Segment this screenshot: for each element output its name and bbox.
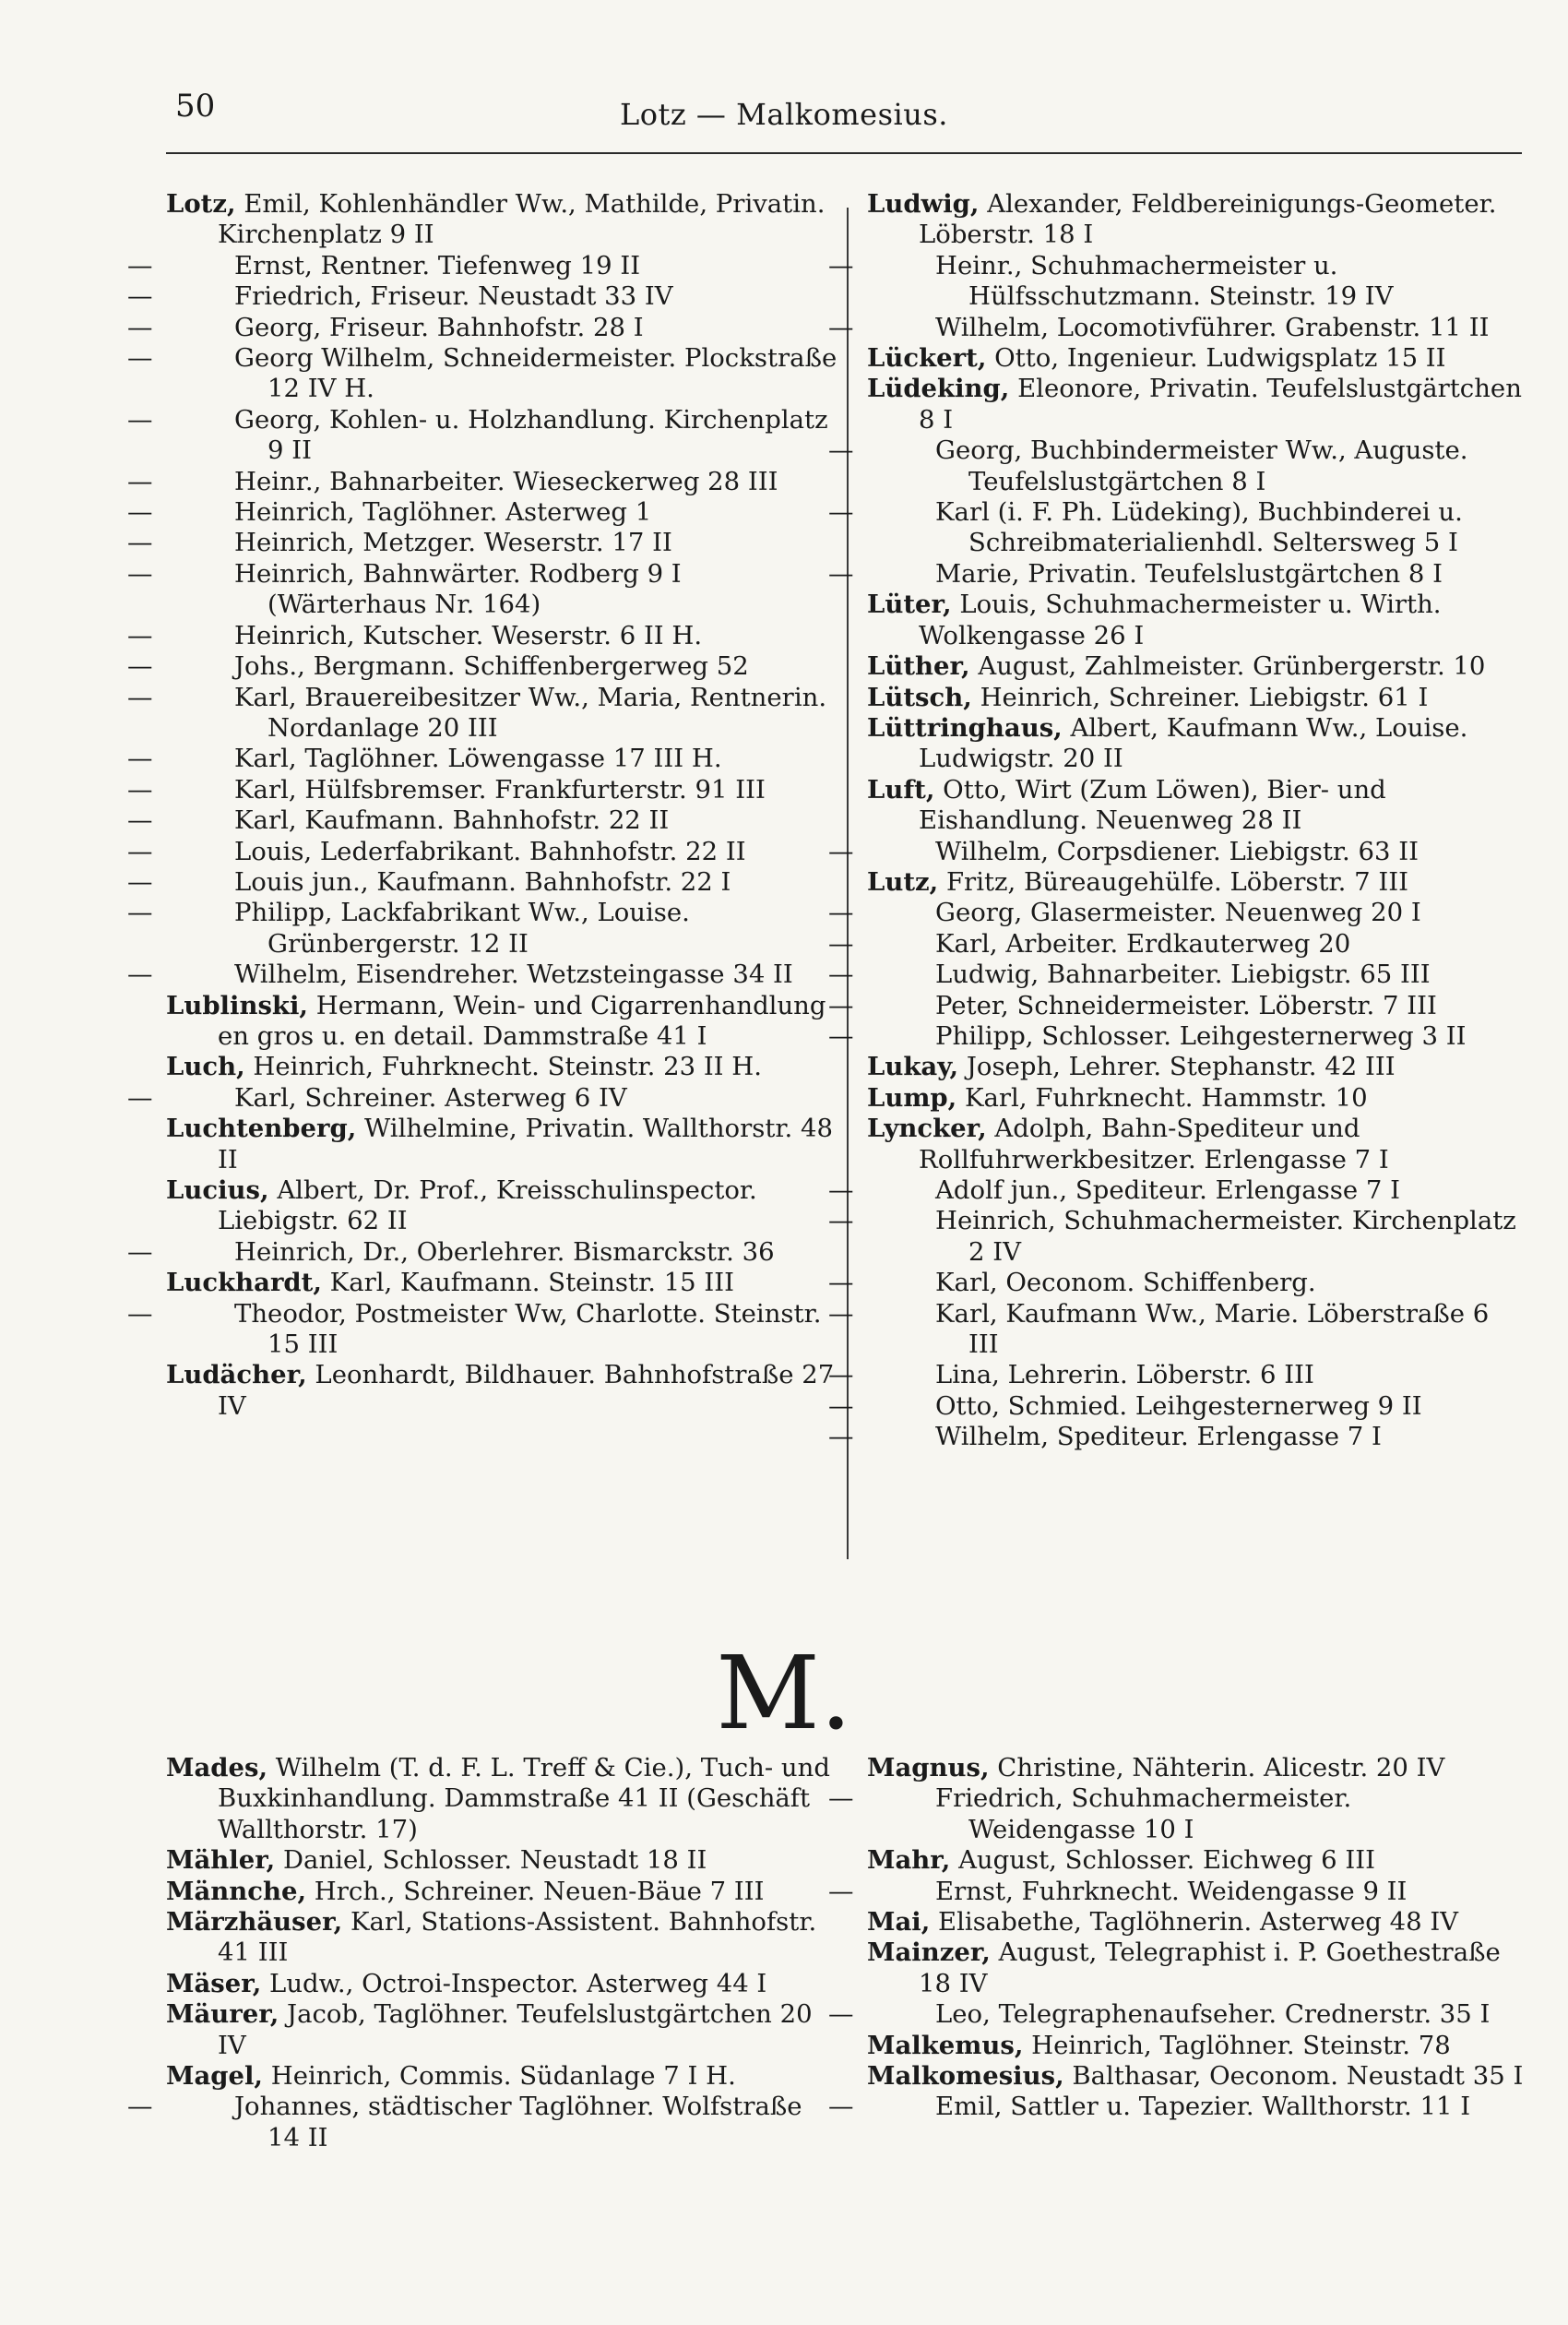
entry-text: Heinrich, Bahnwärter. Rodberg 9 I (Wärterhaus Nr. 164) [234, 558, 682, 620]
entry-dash: — [127, 1298, 153, 1329]
directory-entry [166, 1969, 837, 1999]
entry-text: Hermann, Wein- und Cigarrenhandlung en gros u. en detail. Dammstraße 41 I [218, 990, 826, 1051]
entry-dash: — [127, 836, 153, 866]
entry-text: Karl, Kaufmann. Steinstr. 15 III [321, 1268, 735, 1298]
directory-entry [867, 1845, 1524, 1876]
section-letter: M. [716, 1634, 852, 1752]
entry-text: Wilhelm, Corpsdiener. Liebigstr. 63 II [935, 836, 1420, 866]
entry-dash: — [127, 466, 153, 496]
entry-text: Karl, Hülfsbremser. Frankfurterstr. 91 III [234, 774, 766, 805]
directory-subentry [828, 1175, 1524, 1206]
directory-entry [867, 713, 1524, 775]
entry-surname: Luft, [867, 774, 935, 805]
entry-dash: — [127, 805, 153, 836]
entry-text: Georg, Kohlen- u. Holzhandlung. Kirchenplatz 9 II [234, 404, 828, 466]
entry-dash: — [828, 558, 854, 589]
directory-entry [867, 683, 1524, 713]
directory-entry [867, 1938, 1524, 1999]
entry-surname: Märzhäuser, [166, 1907, 343, 1938]
entry-text: Ludwig, Bahnarbeiter. Liebigstr. 65 III [935, 960, 1431, 990]
column-divider [847, 208, 849, 1559]
entry-text: Lina, Lehrerin. Löberstr. 6 III [935, 1360, 1314, 1390]
entry-dash: — [828, 898, 854, 928]
entry-dash: — [828, 312, 854, 342]
entry-dash: — [127, 281, 153, 312]
entry-dash: — [828, 1268, 854, 1298]
directory-entry [867, 343, 1524, 374]
entry-text: Heinrich, Metzger. Weserstr. 17 II [234, 528, 672, 558]
directory-subentry [828, 1360, 1524, 1390]
entry-dash: — [127, 497, 153, 528]
entry-text: Heinrich, Dr., Oberlehrer. Bismarckstr. 36 [234, 1236, 775, 1267]
directory-subentry [828, 435, 1524, 497]
entry-text: Alexander, Feldbereinigungs-Geometer. Löberstr. 18 I [919, 189, 1497, 250]
entry-text: Friedrich, Friseur. Neustadt 33 IV [234, 281, 673, 312]
entry-dash: — [828, 497, 854, 528]
left-column-bottom [127, 1753, 837, 2153]
directory-subentry [828, 1390, 1524, 1422]
entry-text: Adolf jun., Spediteur. Erlengasse 7 I [935, 1175, 1401, 1205]
directory-entry [166, 1114, 837, 1175]
entry-dash: — [828, 990, 854, 1020]
directory-subentry [127, 774, 837, 805]
entry-text: Jacob, Taglöhner. Teufelslustgärtchen 20 IV [218, 1999, 813, 2060]
directory-subentry [828, 1298, 1524, 1361]
entry-dash: — [127, 1236, 153, 1267]
entry-text: Ludw., Octroi-Inspector. Asterweg 44 I [261, 1968, 767, 1998]
entry-dash: — [828, 250, 854, 280]
directory-entry [867, 590, 1524, 651]
directory-entry [867, 2031, 1524, 2061]
directory-subentry [828, 1876, 1524, 1907]
entry-text: Albert, Kaufmann Ww., Louise. Ludwigstr. 20 II [919, 712, 1468, 774]
directory-subentry [127, 960, 837, 990]
entry-text: Friedrich, Schuhmachermeister. Weidengasse 10 I [935, 1783, 1352, 1844]
entry-surname: Lückert, [867, 343, 987, 374]
directory-subentry [127, 528, 837, 558]
entry-surname: Lütsch, [867, 682, 972, 712]
entry-dash: — [127, 558, 153, 589]
entry-text: Karl (i. F. Ph. Lüdeking), Buchbinderei u. Schreibmaterialienhdl. Seltersweg 5 I [935, 497, 1463, 558]
entry-surname: Mäurer, [166, 1999, 279, 2030]
entry-dash: — [127, 898, 153, 928]
directory-subentry [127, 651, 837, 682]
directory-subentry [828, 898, 1524, 928]
entry-text: Heinrich, Schreiner. Liebigstr. 61 I [971, 682, 1429, 712]
entry-dash: — [828, 1360, 854, 1390]
entry-dash: — [127, 312, 153, 342]
right-column-bottom [828, 1753, 1524, 2123]
entry-text: August, Telegraphist i. P. Goethestraße 18 IV [919, 1938, 1501, 1998]
entry-text: Christine, Nähterin. Alicestr. 20 IV [989, 1753, 1445, 1782]
directory-subentry [127, 343, 837, 405]
entry-text: Wilhelm (T. d. F. L. Treff & Cie.), Tuch- und Buxkinhandlung. Dammstraße 41 II (Geschäft Wallthorstr. 17) [218, 1753, 830, 1844]
directory-subentry [828, 1422, 1524, 1452]
entry-dash: — [127, 250, 153, 280]
page-header [0, 0, 1568, 161]
entry-text: Adolph, Bahn-Spediteur und Rollfuhrwerkbesitzer. Erlengasse 7 I [919, 1114, 1389, 1174]
directory-subentry [127, 836, 837, 867]
entry-text: Wilhelm, Eisendreher. Wetzsteingasse 34 II [234, 960, 793, 990]
entry-dash: — [127, 404, 153, 435]
directory-subentry [828, 2092, 1524, 2122]
entry-text: August, Schlosser. Eichweg 6 III [950, 1845, 1375, 1876]
entry-dash: — [127, 651, 153, 682]
directory-subentry [828, 312, 1524, 343]
directory-subentry [828, 928, 1524, 960]
entry-text: Karl, Kaufmann Ww., Marie. Löberstraße 6 III [935, 1298, 1490, 1360]
entry-text: Heinr., Bahnarbeiter. Wieseckerweg 28 III [234, 466, 778, 496]
directory-subentry [828, 1783, 1524, 1845]
entry-dash: — [127, 528, 153, 558]
directory-subentry [127, 250, 837, 281]
running-title: Lotz — Malkomesius. [620, 97, 948, 132]
directory-subentry [127, 866, 837, 898]
directory-subentry [127, 682, 837, 745]
entry-surname: Magnus, [867, 1753, 990, 1782]
entry-text: Wilhelm, Locomotivführer. Grabenstr. 11 II [935, 312, 1490, 342]
entry-text: Heinrich, Taglöhner. Asterweg 1 [234, 497, 652, 528]
entry-dash: — [828, 1999, 854, 2030]
entry-text: Joseph, Lehrer. Stephanstr. 42 III [958, 1052, 1396, 1082]
entry-text: Daniel, Schlosser. Neustadt 18 II [275, 1845, 707, 1876]
entry-dash: — [828, 435, 854, 466]
entry-dash: — [828, 2092, 854, 2122]
entry-dash: — [127, 774, 153, 805]
directory-entry [166, 991, 837, 1053]
entry-dash: — [127, 960, 153, 990]
directory-subentry [828, 1206, 1524, 1268]
entry-text: Peter, Schneidermeister. Löberstr. 7 III [935, 990, 1437, 1020]
entry-text: Heinrich, Schuhmachermeister. Kirchenplatz 2 IV [935, 1206, 1516, 1267]
directory-entry [867, 1753, 1524, 1783]
entry-surname: Mades, [166, 1753, 268, 1782]
directory-subentry [828, 558, 1524, 590]
entry-text: Otto, Ingenieur. Ludwigsplatz 15 II [986, 343, 1446, 374]
entry-text: Johs., Bergmann. Schiffenbergerweg 52 [234, 651, 749, 682]
directory-entry [867, 1907, 1524, 1938]
page-number: 50 [175, 88, 216, 125]
entry-surname: Lutz, [867, 866, 939, 897]
entry-text: Karl, Fuhrknecht. Hammstr. 10 [956, 1082, 1368, 1113]
directory-subentry [127, 805, 837, 836]
directory-entry [867, 867, 1524, 898]
directory-subentry [127, 898, 837, 960]
entry-text: August, Zahlmeister. Grünbergerstr. 10 [969, 651, 1486, 682]
entry-dash: — [828, 836, 854, 866]
entry-surname: Lump, [867, 1082, 957, 1113]
entry-surname: Männche, [166, 1876, 307, 1906]
entry-text: Georg Wilhelm, Schneidermeister. Plockstraße 12 IV H. [234, 343, 837, 404]
directory-entry [867, 775, 1524, 837]
entry-text: Otto, Schmied. Leihgesternerweg 9 II [935, 1390, 1422, 1421]
entry-text: Albert, Dr. Prof., Kreisschulinspector. Liebigstr. 62 II [218, 1175, 757, 1236]
entry-dash: — [828, 1020, 854, 1051]
entry-dash: — [127, 1082, 153, 1113]
entry-text: Karl, Kaufmann. Bahnhofstr. 22 II [234, 805, 670, 836]
entry-surname: Lotz, [166, 189, 236, 219]
entry-text: Theodor, Postmeister Ww, Charlotte. Steinstr. 15 III [234, 1298, 822, 1360]
directory-entry [166, 1845, 837, 1876]
entry-text: Ernst, Rentner. Tiefenweg 19 II [234, 250, 641, 280]
entry-text: Heinrich, Taglöhner. Steinstr. 78 [1023, 2030, 1451, 2060]
entry-surname: Lyncker, [867, 1114, 987, 1144]
entry-text: Philipp, Schlosser. Leihgesternerweg 3 II [935, 1020, 1467, 1051]
directory-entry [166, 1907, 837, 1969]
entry-text: Karl, Stations-Assistent. Bahnhofstr. 41 III [218, 1907, 817, 1968]
directory-subentry [828, 960, 1524, 990]
entry-surname: Lüther, [867, 651, 970, 682]
entry-text: Louis, Schuhmachermeister u. Wirth. Wolkengasse 26 I [919, 590, 1442, 650]
directory-subentry [127, 1082, 837, 1114]
entry-dash: — [828, 1422, 854, 1452]
entry-dash: — [828, 1298, 854, 1329]
directory-entry [867, 1052, 1524, 1082]
entry-text: Heinrich, Fuhrknecht. Steinstr. 23 II H. [244, 1052, 763, 1082]
directory-subentry [828, 836, 1524, 867]
entry-dash: — [828, 1783, 854, 1814]
directory-entry [166, 1877, 837, 1907]
entry-surname: Magel, [166, 2061, 264, 2092]
entry-surname: Ludächer, [166, 1360, 307, 1390]
entry-dash: — [127, 866, 153, 897]
entry-text: Wilhelmine, Privatin. Wallthorstr. 48 II [218, 1114, 834, 1174]
entry-surname: Luchtenberg, [166, 1114, 357, 1144]
entry-surname: Malkemus, [867, 2030, 1024, 2060]
entry-text: Eleonore, Privatin. Teufelslustgärtchen 8 I [919, 374, 1522, 435]
entry-text: Heinr., Schuhmachermeister u. Hülfsschutzmann. Steinstr. 19 IV [935, 250, 1394, 312]
left-column-top [127, 189, 837, 1422]
entry-text: Karl, Schreiner. Asterweg 6 IV [234, 1082, 627, 1113]
entry-dash: — [828, 1206, 854, 1236]
entry-surname: Lüdeking, [867, 374, 1010, 404]
directory-entry [166, 189, 837, 251]
directory-entry [166, 1999, 837, 2061]
entry-dash: — [828, 1175, 854, 1205]
entry-text: Georg, Glasermeister. Neuenweg 20 I [935, 898, 1421, 928]
entry-surname: Lüter, [867, 590, 952, 620]
directory-entry [166, 1175, 837, 1237]
directory-entry [867, 1083, 1524, 1114]
entry-text: Fritz, Büreaugehülfe. Löberstr. 7 III [938, 866, 1408, 897]
entry-surname: Lublinski, [166, 990, 309, 1020]
directory-subentry [127, 312, 837, 343]
entry-dash: — [127, 744, 153, 774]
entry-text: Hrch., Schreiner. Neuen-Bäue 7 III [306, 1876, 765, 1906]
directory-subentry [127, 2092, 837, 2153]
entry-text: Karl, Arbeiter. Erdkauterweg 20 [935, 928, 1351, 959]
entry-dash: — [127, 343, 153, 374]
directory-subentry [828, 497, 1524, 559]
entry-text: Balthasar, Oeconom. Neustadt 35 I [1063, 2061, 1524, 2092]
directory-subentry [828, 990, 1524, 1021]
directory-entry [867, 651, 1524, 682]
directory-entry [166, 1268, 837, 1298]
entry-text: Georg, Friseur. Bahnhofstr. 28 I [234, 312, 644, 342]
entry-surname: Mahr, [867, 1845, 951, 1876]
entry-surname: Luch, [166, 1052, 245, 1082]
entry-text: Leonhardt, Bildhauer. Bahnhofstraße 27 IV [218, 1360, 835, 1421]
entry-text: Leo, Telegraphenaufseher. Crednerstr. 35 I [935, 1999, 1491, 2030]
directory-subentry [127, 1298, 837, 1361]
header-rule [166, 152, 1522, 154]
entry-text: Emil, Sattler u. Tapezier. Wallthorstr. 11 I [935, 2092, 1471, 2122]
entry-text: Karl, Oeconom. Schiffenberg. [935, 1268, 1316, 1298]
entry-surname: Lüttringhaus, [867, 712, 1063, 743]
directory-subentry [127, 281, 837, 312]
directory-entry [166, 1052, 837, 1082]
directory-subentry [127, 744, 837, 774]
entry-text: Johannes, städtischer Taglöhner. Wolfstraße 14 II [234, 2092, 802, 2152]
directory-subentry [127, 466, 837, 497]
directory-subentry [828, 250, 1524, 313]
directory-entry [166, 2061, 837, 2092]
entry-surname: Lukay, [867, 1052, 959, 1082]
entry-text: Emil, Kohlenhändler Ww., Mathilde, Privatin. Kirchenplatz 9 II [218, 189, 826, 250]
entry-dash: — [127, 620, 153, 650]
directory-subentry [127, 497, 837, 528]
entry-text: Otto, Wirt (Zum Löwen), Bier- und Eishandlung. Neuenweg 28 II [919, 774, 1386, 836]
entry-dash: — [127, 2092, 153, 2122]
directory-entry [166, 1360, 837, 1422]
entry-surname: Mainzer, [867, 1938, 991, 1968]
entry-surname: Mähler, [166, 1845, 276, 1876]
directory-subentry [127, 404, 837, 467]
directory-entry [867, 1114, 1524, 1175]
entry-text: Heinrich, Commis. Südanlage 7 I H. [263, 2061, 736, 2092]
entry-surname: Lucius, [166, 1175, 269, 1205]
entry-text: Wilhelm, Spediteur. Erlengasse 7 I [935, 1422, 1382, 1452]
directory-entry [867, 374, 1524, 435]
entry-text: Georg, Buchbindermeister Ww., Auguste. Teufelslustgärtchen 8 I [935, 435, 1468, 496]
entry-text: Philipp, Lackfabrikant Ww., Louise. Grünbergerstr. 12 II [234, 898, 690, 959]
entry-text: Ernst, Fuhrknecht. Weidengasse 9 II [935, 1876, 1408, 1906]
entry-text: Louis, Lederfabrikant. Bahnhofstr. 22 II [234, 836, 746, 866]
directory-entry [867, 189, 1524, 251]
directory-entry [166, 1753, 837, 1845]
entry-surname: Malkomesius, [867, 2061, 1064, 2092]
entry-text: Louis jun., Kaufmann. Bahnhofstr. 22 I [234, 866, 731, 897]
entry-text: Karl, Brauereibesitzer Ww., Maria, Rentnerin. Nordanlage 20 III [234, 682, 827, 743]
directory-entry [867, 2061, 1524, 2092]
entry-surname: Mai, [867, 1907, 931, 1938]
directory-subentry [828, 1020, 1524, 1052]
right-column-top [828, 189, 1524, 1453]
entry-dash: — [127, 682, 153, 712]
directory-subentry [127, 558, 837, 621]
entry-dash: — [828, 1390, 854, 1421]
directory-subentry [127, 620, 837, 651]
entry-text: Heinrich, Kutscher. Weserstr. 6 II H. [234, 620, 703, 650]
entry-surname: Ludwig, [867, 189, 980, 219]
directory-subentry [127, 1236, 837, 1268]
entry-text: Marie, Privatin. Teufelslustgärtchen 8 I [935, 558, 1443, 589]
entry-surname: Luckhardt, [166, 1268, 322, 1298]
directory-subentry [828, 1999, 1524, 2030]
entry-dash: — [828, 960, 854, 990]
entry-text: Karl, Taglöhner. Löwengasse 17 III H. [234, 744, 722, 774]
entry-text: Elisabethe, Taglöhnerin. Asterweg 48 IV [930, 1907, 1459, 1938]
entry-dash: — [828, 1876, 854, 1906]
directory-subentry [828, 1268, 1524, 1298]
entry-dash: — [828, 928, 854, 959]
entry-surname: Mäser, [166, 1968, 262, 1998]
